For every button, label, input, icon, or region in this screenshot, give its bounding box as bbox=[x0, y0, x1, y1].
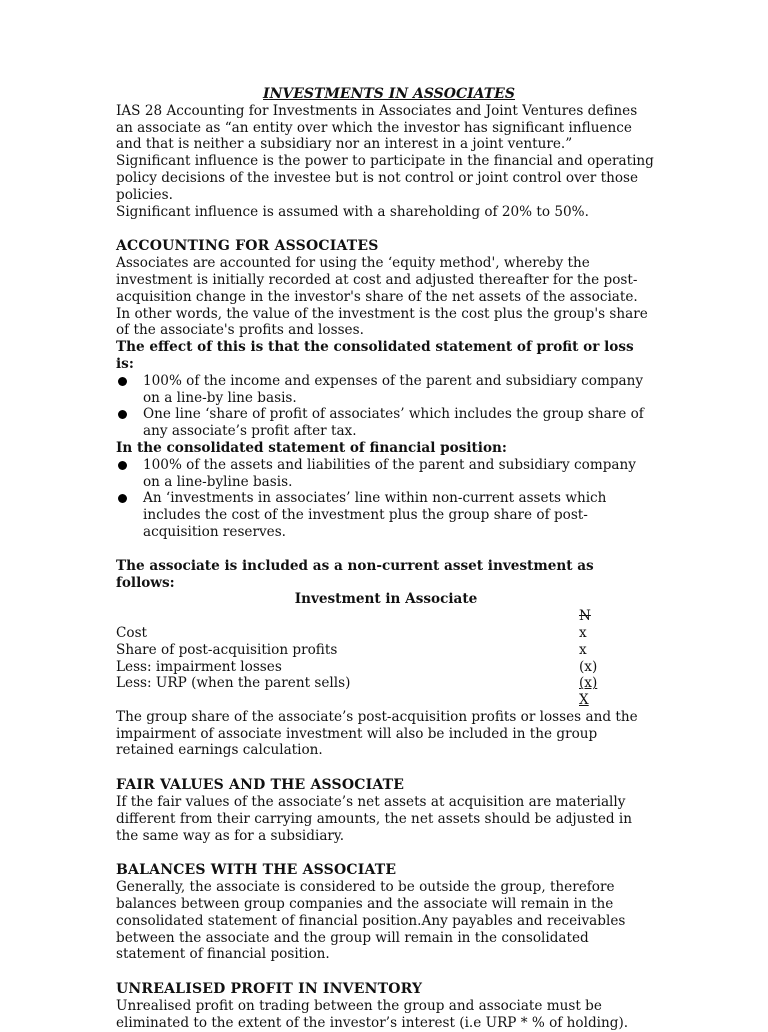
balances-heading: BALANCES WITH THE ASSOCIATE bbox=[116, 862, 397, 879]
table-row bbox=[116, 625, 656, 642]
bullet-icon bbox=[118, 377, 127, 386]
financial-position-bullets bbox=[116, 457, 656, 541]
financial-position-heading: In the consolidated statement of financial position: bbox=[116, 439, 507, 456]
row-amount: (x) bbox=[579, 658, 598, 675]
table-row bbox=[116, 642, 656, 659]
table-row bbox=[116, 675, 656, 692]
profit-loss-heading: The effect of this is that the consolidated statement of profit or loss is: bbox=[116, 339, 634, 372]
list-item bbox=[116, 373, 656, 407]
investment-intro: The associate is included as a non-current asset investment as follows: bbox=[116, 557, 594, 591]
balances-body: Generally, the associate is considered to be outside the group, therefore balances between group companies and the associate will remain in the consolidated statement of financial position.Any payables and receivables between the associate and the group will remain in the consolidated statement of financial position. bbox=[116, 879, 626, 963]
row-label: Less: URP (when the parent sells) bbox=[116, 675, 351, 692]
list-item bbox=[116, 457, 656, 491]
profit-loss-bullets bbox=[116, 373, 656, 440]
fair-values-body: If the fair values of the associate’s net assets at acquisition are materially different from their carrying amounts, the net assets should be adjusted in the same way as for a subsidiary. bbox=[116, 794, 632, 844]
document-body bbox=[116, 86, 656, 1032]
investment-total: X bbox=[579, 692, 589, 709]
accounting-body: Associates are accounted for using the ‘equity method', whereby the investment is initially recorded at cost and adjusted thereafter for the post-acquisition change in the investor's share of the net assets of the associate. In other words, the value of the investment is the cost plus the group's share of the associate's profits and losses. bbox=[116, 255, 648, 339]
table-row bbox=[116, 659, 656, 676]
row-amount: x bbox=[579, 624, 587, 641]
document-title: INVESTMENTS IN ASSOCIATES bbox=[263, 86, 515, 102]
accounting-heading: ACCOUNTING FOR ASSOCIATES bbox=[116, 238, 379, 255]
list-item-text: An ‘investments in associates’ line within non-current assets which includes the cost of the investment plus the group share of post-acquisition reserves. bbox=[143, 490, 607, 540]
row-amount: (x) bbox=[579, 675, 598, 692]
list-item-text: One line ‘share of profit of associates’ which includes the group share of any associate’s profit after tax. bbox=[143, 406, 644, 440]
urp-heading: UNREALISED PROFIT IN INVENTORY bbox=[116, 981, 423, 998]
bullet-icon bbox=[118, 410, 127, 419]
investment-currency-row bbox=[116, 608, 656, 625]
fair-values-heading: FAIR VALUES AND THE ASSOCIATE bbox=[116, 777, 405, 794]
list-item-text: 100% of the income and expenses of the parent and subsidiary company on a line-by line basis. bbox=[143, 372, 644, 406]
bullet-icon bbox=[118, 494, 127, 503]
investment-note: The group share of the associate’s post-acquisition profits or losses and the impairment of associate investment will also be included in the group retained earnings calculation. bbox=[116, 708, 638, 759]
investment-total-row bbox=[116, 692, 656, 709]
urp-body: Unrealised profit on trading between the group and associate must be eliminated to the extent of the investor’s interest (i.e URP * % of holding). bbox=[116, 998, 629, 1031]
intro-paragraph-2: Significant influence is the power to participate in the financial and operating policy decisions of the investee but is not control or joint control over those policies. bbox=[116, 153, 654, 203]
row-label: Less: impairment losses bbox=[116, 658, 282, 675]
intro-paragraph-1: IAS 28 Accounting for Investments in Associates and Joint Ventures defines an associate as “an entity over which the investor has significant influence and that is neither a subsidiary nor an interest in a joint venture.” bbox=[116, 102, 638, 153]
row-label: Share of post-acquisition profits bbox=[116, 641, 338, 658]
investment-table-title: Investment in Associate bbox=[294, 591, 478, 608]
row-label: Cost bbox=[116, 624, 148, 641]
bullet-icon bbox=[118, 461, 127, 470]
intro-paragraph-3: Significant influence is assumed with a shareholding of 20% to 50%. bbox=[116, 203, 589, 220]
row-amount: x bbox=[579, 641, 587, 658]
list-item bbox=[116, 406, 656, 440]
list-item bbox=[116, 490, 656, 540]
list-item-text: 100% of the assets and liabilities of the parent and subsidiary company on a line-byline basis. bbox=[143, 456, 636, 490]
currency-symbol: N bbox=[579, 608, 591, 625]
